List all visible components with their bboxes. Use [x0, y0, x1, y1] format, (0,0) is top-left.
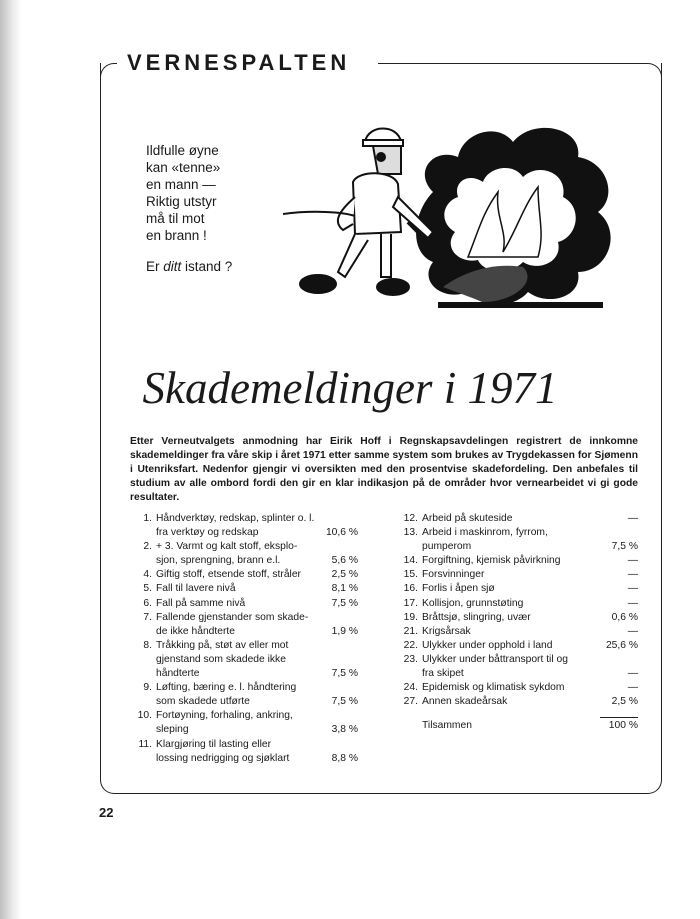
- article-headline: Skademeldinger i 1971: [142, 363, 558, 413]
- item-number: 12.: [403, 513, 418, 524]
- poem-line: kan «tenne»: [146, 160, 221, 175]
- item-text: [422, 611, 598, 625]
- item-line: Løfting, bæring e. l. håndtering: [156, 682, 297, 694]
- poem-question-emphasis: ditt: [163, 259, 182, 274]
- item-number: 6.: [143, 597, 152, 609]
- intro-paragraph: Etter Verneutvalgets anmodning har Eirik Hoff i Regnskapsavdelingen registrert de innkomne skademeldinger fra våre skip i året 1971 etter samme system som brukes av Trygdekassen for Sjømenn i Utenriksfart. Nedenfor gjengir vi oversikten med den prosentvise skadefordeling. Den anbefales til studium av alle ombord fordi den gir en klar indikasjon på de områder hvor vernearbeidet vi gi gode resultater.: [130, 436, 638, 503]
- total-label: Tilsammen: [422, 720, 472, 732]
- item-text: [422, 568, 598, 582]
- section-title: VERNESPALTEN: [119, 50, 358, 76]
- item-line: sjon, sprengning, brann e.l.: [156, 555, 281, 567]
- item-line: Håndverktøy, redskap, splinter o. l.: [156, 513, 315, 524]
- item-text: [422, 639, 598, 653]
- item-text: [422, 695, 598, 709]
- item-line: håndterte: [156, 668, 200, 680]
- poem-question-prefix: Er: [146, 259, 164, 274]
- list-item: [396, 512, 638, 526]
- item-percent: 2,5 %: [331, 569, 358, 581]
- item-text: [156, 597, 318, 611]
- item-text: [422, 554, 598, 568]
- item-line: Bråttsjø, slingring, uvær: [422, 611, 531, 623]
- list-item: [130, 709, 358, 737]
- item-number: 27.: [403, 696, 418, 708]
- list-item: [396, 582, 638, 596]
- list-item: [396, 695, 638, 709]
- list-item: [130, 611, 358, 639]
- item-line: gjenstand som skadede ikke: [156, 653, 286, 665]
- injury-list-left: [130, 512, 358, 766]
- item-line: fra skipet: [422, 668, 464, 680]
- item-line: Giftig stoff, etsende stoff, stråler: [156, 569, 301, 581]
- item-text: [156, 738, 318, 766]
- item-line: pumperom: [422, 541, 472, 553]
- item-percent: 2,5 %: [611, 696, 638, 708]
- item-percent: —: [627, 555, 638, 567]
- item-number: 1.: [143, 513, 152, 524]
- item-line: + 3. Varmt og kalt stoff, eksplo-: [156, 541, 298, 553]
- total-row: [396, 719, 638, 733]
- item-percent: 25,6 %: [605, 639, 638, 651]
- list-item: [396, 597, 638, 611]
- item-line: Krigsårsak: [422, 625, 471, 637]
- item-line: Fall til lavere nivå: [156, 583, 236, 595]
- item-line: Ulykker under opphold i land: [422, 639, 553, 651]
- item-percent: 7,5 %: [611, 541, 638, 553]
- firefighter-illustration: [283, 112, 633, 322]
- list-item: [396, 639, 638, 653]
- item-line: Ulykker under båttransport til og: [422, 653, 568, 665]
- item-text: [156, 611, 318, 639]
- item-percent: 7,5 %: [331, 597, 358, 609]
- item-number: 2.: [143, 541, 152, 553]
- item-number: 21.: [403, 625, 418, 637]
- item-percent: 8,8 %: [331, 752, 358, 764]
- item-text: [156, 512, 318, 540]
- item-line: Fallende gjenstander som skade-: [156, 611, 309, 623]
- item-number: 8.: [143, 639, 152, 651]
- poem-line: en mann —: [146, 177, 216, 192]
- item-number: 17.: [403, 597, 418, 609]
- item-number: 15.: [403, 569, 418, 581]
- list-item: [130, 568, 358, 582]
- item-number: 4.: [143, 569, 152, 581]
- poem-line: Ildfulle øyne: [146, 143, 219, 158]
- item-percent: 7,5 %: [331, 696, 358, 708]
- list-item: [130, 597, 358, 611]
- item-percent: —: [627, 583, 638, 595]
- item-number: 24.: [403, 682, 418, 694]
- item-percent: 0,6 %: [611, 611, 638, 623]
- total-rule: [600, 717, 638, 718]
- item-line: Epidemisk og klimatisk sykdom: [422, 682, 565, 694]
- item-percent: 7,5 %: [331, 668, 358, 680]
- item-percent: 1,9 %: [331, 625, 358, 637]
- item-number: 5.: [143, 583, 152, 595]
- item-line: fra verktøy og redskap: [156, 527, 259, 539]
- item-text: [156, 582, 318, 596]
- item-text: [422, 526, 598, 554]
- page-number: 22: [99, 805, 114, 820]
- item-line: lossing nedrigging og sjøklart: [156, 752, 290, 764]
- item-text: [156, 540, 318, 568]
- item-percent: —: [627, 597, 638, 609]
- list-item: [396, 568, 638, 582]
- item-number: 11.: [138, 738, 152, 750]
- list-item: [130, 582, 358, 596]
- item-percent: —: [627, 625, 638, 637]
- item-text: [422, 597, 598, 611]
- poem-line: må til mot: [146, 211, 205, 226]
- item-number: 9.: [143, 682, 152, 694]
- item-text: [422, 512, 598, 526]
- fire-cloud: [416, 128, 611, 308]
- item-line: Arbeid i maskinrom, fyrrom,: [422, 527, 548, 539]
- poem-line: en brann !: [146, 228, 207, 243]
- list-item: [396, 611, 638, 625]
- list-item: [130, 540, 358, 568]
- item-percent: 8,1 %: [331, 583, 358, 595]
- item-line: sleping: [156, 724, 189, 736]
- list-item: [396, 554, 638, 568]
- item-text: [422, 681, 598, 695]
- item-line: Forsvinninger: [422, 569, 485, 581]
- item-percent: —: [627, 668, 638, 680]
- list-item: [130, 681, 358, 709]
- item-number: 19.: [403, 611, 418, 623]
- item-number: 23.: [403, 653, 418, 665]
- item-line: Kollisjon, grunnstøting: [422, 597, 524, 609]
- frame-corner-right: [378, 63, 662, 78]
- item-percent: 3,8 %: [331, 724, 358, 736]
- item-line: Fortøyning, forhaling, ankring,: [156, 710, 293, 722]
- list-item: [130, 512, 358, 540]
- item-line: Tråkking på, støt av eller mot: [156, 639, 289, 651]
- item-number: 10.: [137, 710, 152, 722]
- item-number: 13.: [403, 527, 418, 539]
- item-percent: —: [627, 513, 638, 524]
- item-line: de ikke håndterte: [156, 625, 235, 637]
- item-text: [156, 568, 318, 582]
- list-item: [396, 625, 638, 639]
- list-item: [130, 639, 358, 681]
- item-line: som skadede utførte: [156, 696, 250, 708]
- item-percent: 5,6 %: [331, 555, 358, 567]
- item-percent: 10,6 %: [325, 527, 358, 539]
- item-text: [156, 639, 318, 681]
- list-item: [396, 653, 638, 681]
- item-line: Forgiftning, kjemisk påvirkning: [422, 555, 561, 567]
- item-number: 22.: [403, 639, 418, 651]
- item-percent: —: [627, 682, 638, 694]
- item-line: Forlis i åpen sjø: [422, 583, 495, 595]
- total-percent: 100 %: [608, 720, 638, 732]
- item-percent: —: [627, 569, 638, 581]
- item-text: [422, 653, 598, 681]
- item-number: 16.: [403, 583, 418, 595]
- safety-poem: [146, 142, 232, 275]
- item-line: Fall på samme nivå: [156, 597, 246, 609]
- item-number: 7.: [143, 611, 152, 623]
- item-text: [156, 709, 318, 737]
- item-line: Arbeid på skuteside: [422, 513, 513, 524]
- list-item: [130, 738, 358, 766]
- list-item: [396, 681, 638, 695]
- item-text: [422, 625, 598, 639]
- poem-question-suffix: istand ?: [181, 259, 233, 274]
- item-text: [156, 681, 318, 709]
- item-line: Klargjøring til lasting eller: [156, 738, 272, 750]
- item-line: Annen skadeårsak: [422, 696, 508, 708]
- poem-line: Riktig utstyr: [146, 194, 217, 209]
- page-edge-shadow: [0, 0, 22, 919]
- injury-list-right: [396, 512, 638, 733]
- list-item: [396, 526, 638, 554]
- poem-question: [146, 258, 232, 275]
- item-text: [422, 582, 598, 596]
- item-number: 14.: [403, 555, 418, 567]
